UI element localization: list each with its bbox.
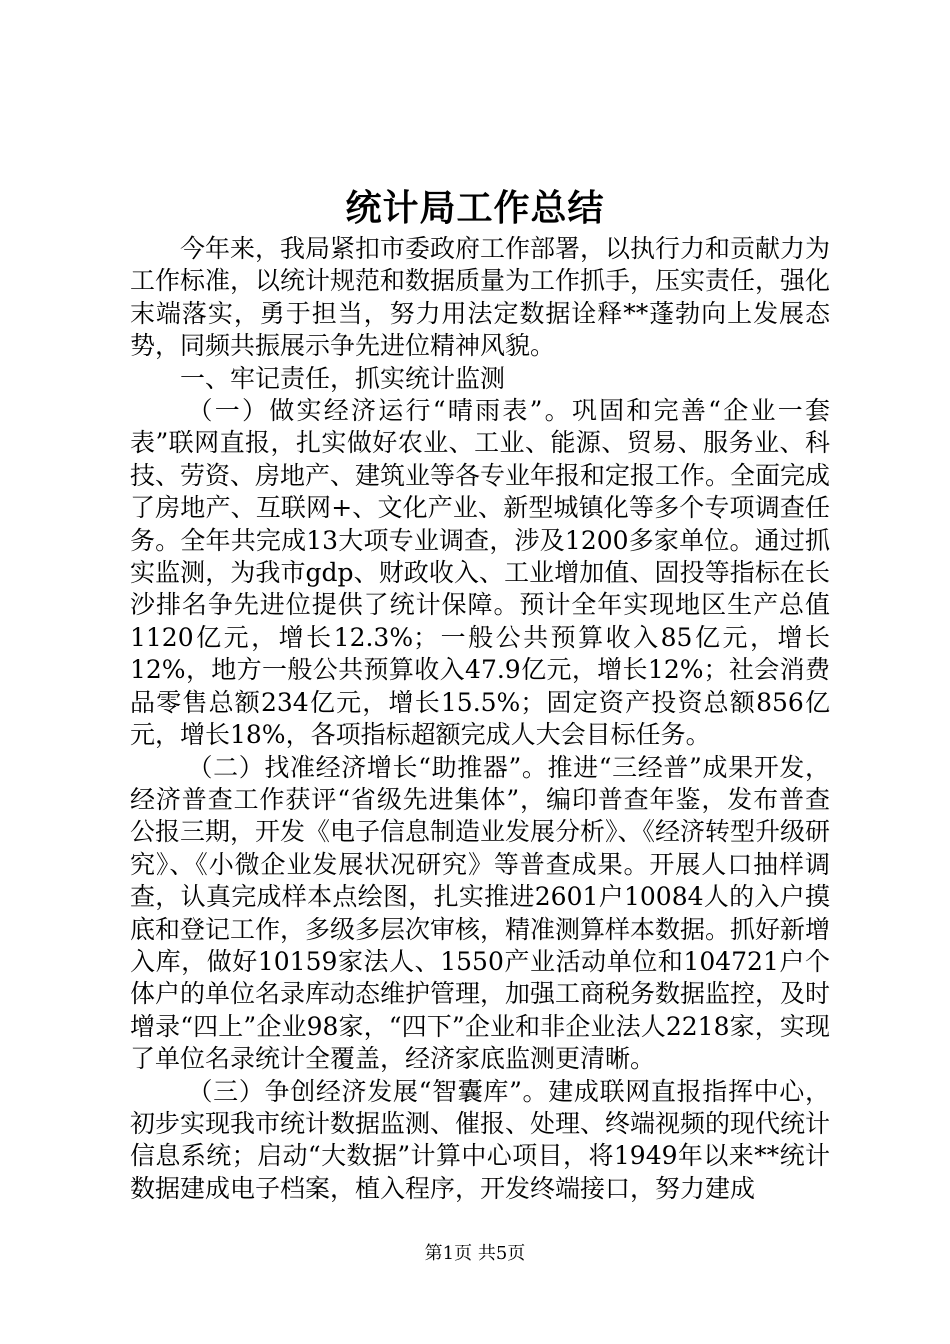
document-body [130, 233, 830, 1205]
page-number-footer: 第1页 共5页 [424, 1243, 526, 1264]
document-title: 统计局工作总结 [345, 187, 605, 229]
section-heading: 一、牢记责任，抓实统计监测 [180, 363, 506, 393]
paragraph-subsection-2: （二）找准经济增长“助推器”。推进“三经普”成果开发，经济普查工作获评“省级先进集体”，编印普查年鉴，发布普查公报三期，开发《电子信息制造业发展分析》、《经济转型升级研究》、《小微企业发展状况研究》等普查成果。开展人口抽样调查，认真完成样本点绘图，扎实推进2601户10084人的入户摸底和登记工作，多级多层次审核，精准测算样本数据。抓好新增入库，做好10159家法人、1550产业活动单位和104721户个体户的单位名录库动态维护管理，加强工商税务数据监控，及时增录“四上”企业98家，“四下”企业和非企业法人2218家，实现了单位名录统计全覆盖，经济家底监测更清晰。 [130, 752, 831, 1074]
paragraph-subsection-1: （一）做实经济运行“晴雨表”。巩固和完善“企业一套表”联网直报，扎实做好农业、工业、能源、贸易、服务业、科技、劳资、房地产、建筑业等各专业年报和定报工作。全面完成了房地产、互联网+、文化产业、新型城镇化等多个专项调查任务。全年共完成13大项专业调查，涉及1200多家单位。通过抓实监测，为我市gdp、财政收入、工业增加值、固投等指标在长沙排名争先进位提供了统计保障。预计全年实现地区生产总值1120亿元，增长12.3%；一般公共预算收入85亿元，增长12%，地方一般公共预算收入47.9亿元，增长12%；社会消费品零售总额234亿元，增长15.5%；固定资产投资总额856亿元，增长18%，各项指标超额完成人大会目标任务。 [130, 396, 831, 750]
paragraph-intro: 今年来，我局紧扣市委政府工作部署，以执行力和贡献力为工作标准，以统计规范和数据质量为工作抓手，压实责任，强化末端落实，勇于担当，努力用法定数据诠释**蓬勃向上发展态势，同频共振展示争先进位精神风貌。 [130, 234, 831, 361]
paragraph-subsection-3: （三）争创经济发展“智囊库”。建成联网直报指挥中心，初步实现我市统计数据监测、催报、处理、终端视频的现代统计信息系统；启动“大数据”计算中心项目，将1949年以来**统计数据建成电子档案，植入程序，开发终端接口，努力建成 [130, 1076, 831, 1203]
